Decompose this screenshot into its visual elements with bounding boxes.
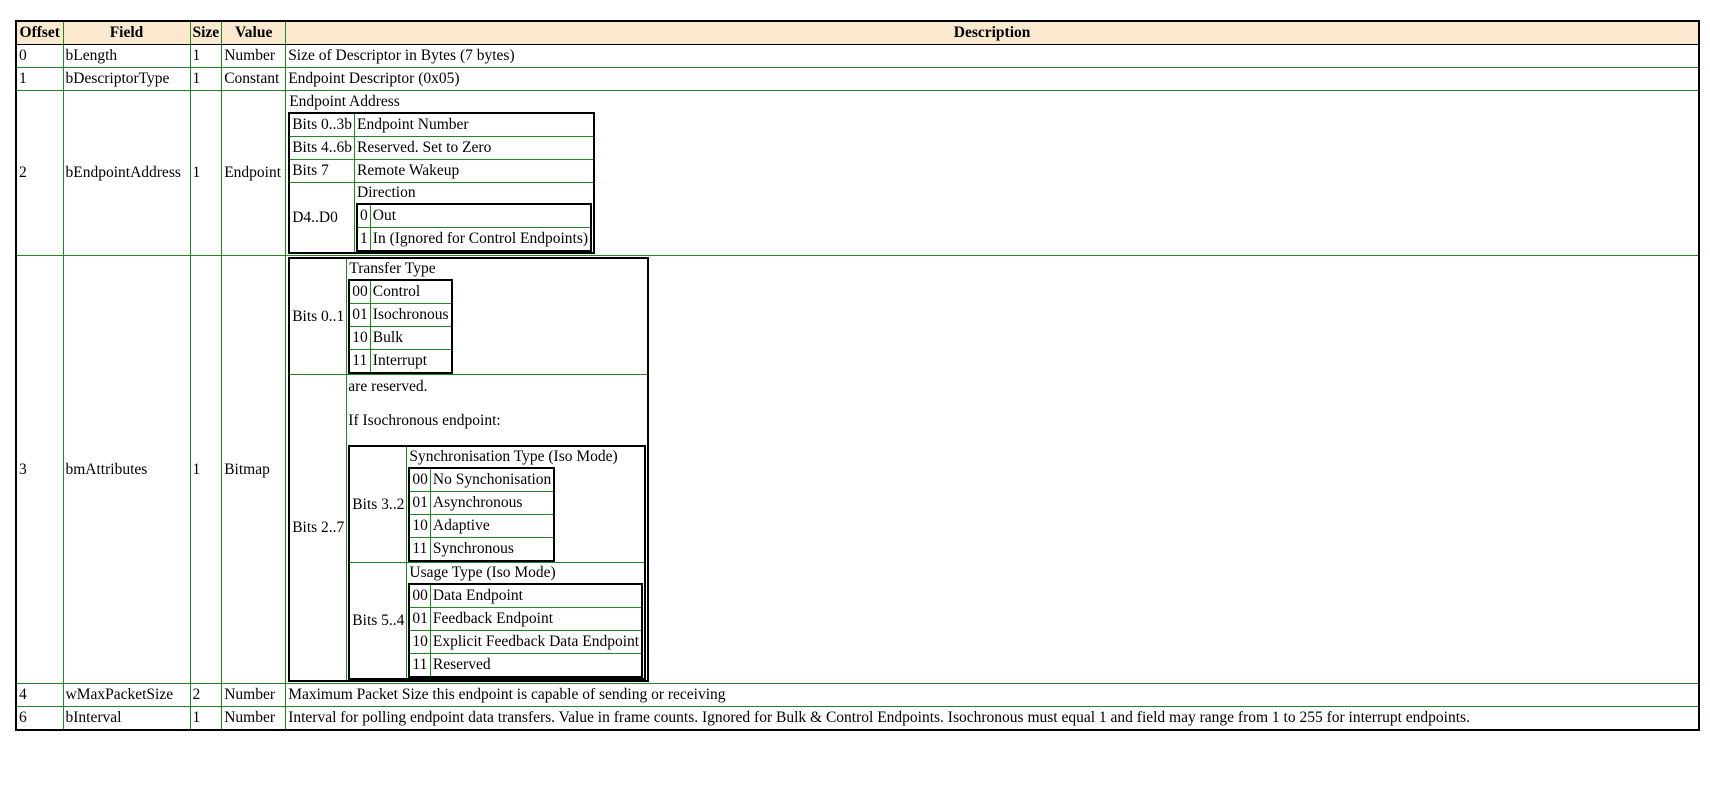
attributes-bits-table xyxy=(288,257,649,682)
option-code: 00 xyxy=(410,469,431,492)
header-description: Description xyxy=(286,21,1699,45)
table-row xyxy=(16,91,1699,256)
bit-range: Bits 3..2 xyxy=(350,447,407,563)
bit-row xyxy=(290,137,593,160)
sync-type-options-table xyxy=(408,467,555,562)
cell-description xyxy=(286,91,1699,256)
option-code: 01 xyxy=(350,304,371,327)
option-label: Out xyxy=(371,205,590,228)
direction-options-table xyxy=(356,203,592,252)
bit-meaning xyxy=(407,563,644,678)
bit-row xyxy=(290,375,647,680)
transfer-type-options-table xyxy=(348,279,452,374)
option-label: Reserved xyxy=(432,656,491,673)
usage-type-title: Usage Type (Iso Mode) xyxy=(409,564,556,581)
cell-size: 1 xyxy=(190,45,222,68)
option-label: Synchronous xyxy=(432,540,514,557)
option-row xyxy=(410,654,641,676)
option-label: Bulk xyxy=(371,327,451,350)
reserved-note: are reserved. xyxy=(348,378,428,395)
option-row xyxy=(350,304,450,327)
cell-field: bInterval xyxy=(63,707,190,731)
bit-meaning xyxy=(347,259,647,375)
header-offset: Offset xyxy=(16,21,63,45)
table-row xyxy=(16,707,1699,731)
descriptor-table-container xyxy=(15,20,1700,731)
table-row xyxy=(16,256,1699,684)
option-row xyxy=(410,492,553,515)
bit-range: Bits 7 xyxy=(290,160,355,183)
cell-field: wMaxPacketSize xyxy=(63,684,190,707)
cell-description xyxy=(286,256,1699,684)
cell-field: bDescriptorType xyxy=(63,68,190,91)
cell-offset: 1 xyxy=(16,68,63,91)
option-row xyxy=(350,327,450,350)
option-label: Interrupt xyxy=(372,352,428,369)
cell-offset: 2 xyxy=(16,91,63,256)
transfer-type-title: Transfer Type xyxy=(349,260,436,277)
bit-row xyxy=(350,447,644,563)
sync-type-title: Synchronisation Type (Iso Mode) xyxy=(409,448,618,465)
cell-value: Endpoint xyxy=(222,91,286,256)
cell-field: bLength xyxy=(63,45,190,68)
option-row xyxy=(410,469,553,492)
option-label: Asynchronous xyxy=(431,492,553,515)
option-row xyxy=(410,631,641,654)
option-row xyxy=(410,515,553,538)
option-code: 10 xyxy=(350,327,371,350)
cell-value: Constant xyxy=(222,68,286,91)
bit-meaning: Remote Wakeup xyxy=(355,160,593,183)
cell-description: Size of Descriptor in Bytes (7 bytes) xyxy=(286,45,1699,68)
option-label: In (Ignored for Control Endpoints) xyxy=(372,230,589,247)
cell-offset: 0 xyxy=(16,45,63,68)
direction-title: Direction xyxy=(357,184,416,201)
header-size: Size xyxy=(190,21,222,45)
option-row xyxy=(410,538,553,560)
option-code: 11 xyxy=(410,654,431,676)
endpoint-address-bits-table xyxy=(288,112,595,254)
option-label: Control xyxy=(371,281,451,304)
cell-offset: 3 xyxy=(16,256,63,684)
option-row xyxy=(350,281,450,304)
option-row xyxy=(358,228,590,250)
bit-meaning: Reserved. Set to Zero xyxy=(355,137,593,160)
option-code: 0 xyxy=(358,205,371,228)
option-label: Adaptive xyxy=(431,515,553,538)
option-label: Explicit Feedback Data Endpoint xyxy=(431,631,641,654)
bit-range: Bits 0..1 xyxy=(290,259,347,375)
iso-endpoint-note: If Isochronous endpoint: xyxy=(348,412,501,429)
header-field: Field xyxy=(63,21,190,45)
cell-offset: 6 xyxy=(16,707,63,731)
option-code: 00 xyxy=(410,585,431,608)
bit-meaning xyxy=(355,183,593,252)
table-row xyxy=(16,684,1699,707)
option-label: Feedback Endpoint xyxy=(431,608,641,631)
option-label: Data Endpoint xyxy=(431,585,641,608)
bit-meaning xyxy=(347,375,647,680)
cell-description: Endpoint Descriptor (0x05) xyxy=(286,68,1699,91)
bit-row xyxy=(290,183,593,252)
option-row xyxy=(410,585,641,608)
header-value: Value xyxy=(222,21,286,45)
bit-range: Bits 4..6b xyxy=(290,137,355,160)
option-code: 10 xyxy=(410,515,431,538)
option-label: No Synchonisation xyxy=(431,469,553,492)
option-code: 1 xyxy=(358,228,371,250)
usage-type-options-table xyxy=(408,583,643,678)
option-label: Isochronous xyxy=(371,304,451,327)
cell-size: 1 xyxy=(190,707,222,731)
cell-size: 1 xyxy=(190,256,222,684)
option-code: 01 xyxy=(410,492,431,515)
bit-meaning: Endpoint Number xyxy=(355,114,593,137)
cell-size: 1 xyxy=(190,91,222,256)
cell-value: Number xyxy=(222,45,286,68)
option-code: 00 xyxy=(350,281,371,304)
cell-field: bEndpointAddress xyxy=(63,91,190,256)
cell-description: Interval for polling endpoint data transfers. Value in frame counts. Ignored for Bulk & Control Endpoints. Isochronous must equal 1 and field may range from 1 to 255 for interrupt endpoints. xyxy=(286,707,1699,731)
cell-size: 1 xyxy=(190,68,222,91)
bit-range: Bits 2..7 xyxy=(290,375,347,680)
option-code: 11 xyxy=(350,350,371,372)
cell-offset: 4 xyxy=(16,684,63,707)
endpoint-descriptor-table xyxy=(15,20,1700,731)
cell-value: Number xyxy=(222,684,286,707)
endpoint-address-title: Endpoint Address xyxy=(289,93,400,110)
cell-field: bmAttributes xyxy=(63,256,190,684)
option-code: 10 xyxy=(410,631,431,654)
cell-description: Maximum Packet Size this endpoint is capable of sending or receiving xyxy=(286,684,1699,707)
option-code: 01 xyxy=(410,608,431,631)
option-row xyxy=(350,350,450,372)
bit-row xyxy=(290,114,593,137)
bit-row xyxy=(290,160,593,183)
bit-row xyxy=(290,259,647,375)
bit-meaning xyxy=(407,447,644,563)
option-code: 11 xyxy=(410,538,431,560)
header-row xyxy=(16,21,1699,45)
cell-value: Number xyxy=(222,707,286,731)
bit-range: Bits 5..4 xyxy=(350,563,407,678)
cell-value: Bitmap xyxy=(222,256,286,684)
option-row xyxy=(358,205,590,228)
option-row xyxy=(410,608,641,631)
bit-range: D4..D0 xyxy=(290,183,355,252)
cell-size: 2 xyxy=(190,684,222,707)
bit-range: Bits 0..3b xyxy=(290,114,355,137)
table-row xyxy=(16,45,1699,68)
iso-mode-table xyxy=(348,445,646,680)
table-row xyxy=(16,68,1699,91)
bit-row xyxy=(350,563,644,678)
